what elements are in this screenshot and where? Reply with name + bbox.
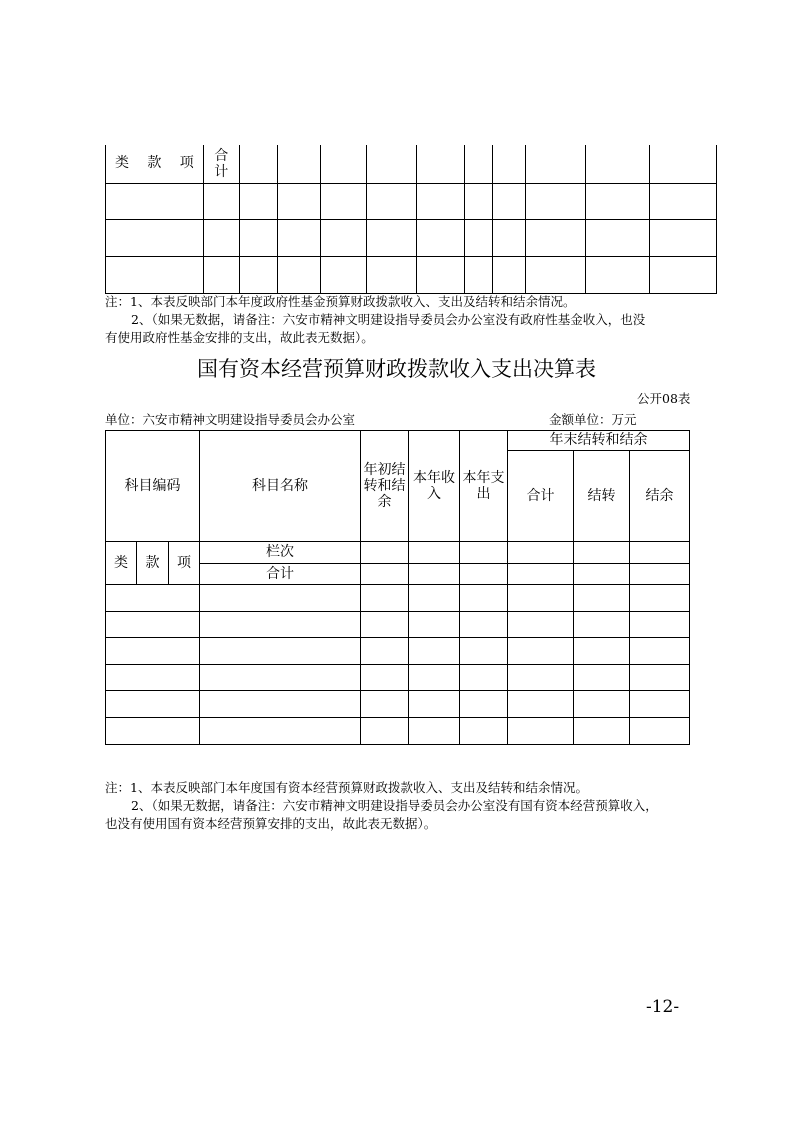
code-item-header: 项 [169, 542, 200, 585]
subject-code-header: 科目编码 [106, 431, 200, 542]
page-title: 国有资本经营预算财政拨款收入支出决算表 [197, 357, 596, 381]
unit-label: 单位：六安市精神文明建设指导委员会办公室 [105, 412, 356, 427]
table-row [106, 638, 690, 665]
table-row [106, 256, 717, 293]
code-item-header: 项 [171, 145, 204, 183]
code-section-header: 款 [137, 542, 169, 585]
begin-balance-header: 年初结 转和结 余 [361, 431, 409, 542]
surplus-header: 结余 [630, 451, 690, 542]
year-end-header: 年末结转和结余 [508, 431, 690, 451]
table-row [106, 219, 717, 256]
year-end-total-header: 合计 [508, 451, 574, 542]
note2-line1: 注：1、本表反映部门本年度国有资本经营预算财政拨款收入、支出及结转和结余情况。 [105, 780, 588, 795]
note2-line2: 2、（如果无数据，请备注：六安市精神文明建设指导委员会办公室没有国有资本经营预算收入， [131, 798, 658, 813]
table-row [106, 612, 690, 638]
amount-unit: 金额单位：万元 [549, 412, 637, 427]
note1-line3: 有使用政府性基金安排的支出，故此表无数据）。 [105, 330, 374, 345]
note2-line3: 也没有使用国有资本经营预算安排的支出，故此表无数据）。 [105, 816, 437, 831]
table-row [106, 691, 690, 718]
state-capital-budget-table [105, 430, 690, 745]
government-fund-table-continued [105, 145, 717, 294]
carry-over-header: 结转 [574, 451, 630, 542]
form-code: 公开08表 [637, 391, 691, 406]
page-number: -12- [646, 997, 680, 1017]
table-row [106, 183, 717, 219]
code-section-header: 款 [138, 145, 171, 183]
table-row [106, 665, 690, 691]
code-class-header: 类 [106, 145, 139, 183]
column-number-label: 栏次 [200, 542, 361, 564]
table-row [106, 718, 690, 745]
total-header: 合 计 [203, 145, 239, 183]
code-class-header: 类 [106, 542, 137, 585]
total-row-label: 合计 [200, 564, 361, 585]
table-row [106, 585, 690, 612]
income-header: 本年收 入 [409, 431, 460, 542]
note1-line2: 2、（如果无数据，请备注：六安市精神文明建设指导委员会办公室没有政府性基金收入，也没 [131, 312, 646, 327]
subject-name-header: 科目名称 [200, 431, 361, 542]
expense-header: 本年支 出 [460, 431, 508, 542]
note1-line1: 注：1、本表反映部门本年度政府性基金预算财政拨款收入、支出及结转和结余情况。 [105, 294, 576, 309]
